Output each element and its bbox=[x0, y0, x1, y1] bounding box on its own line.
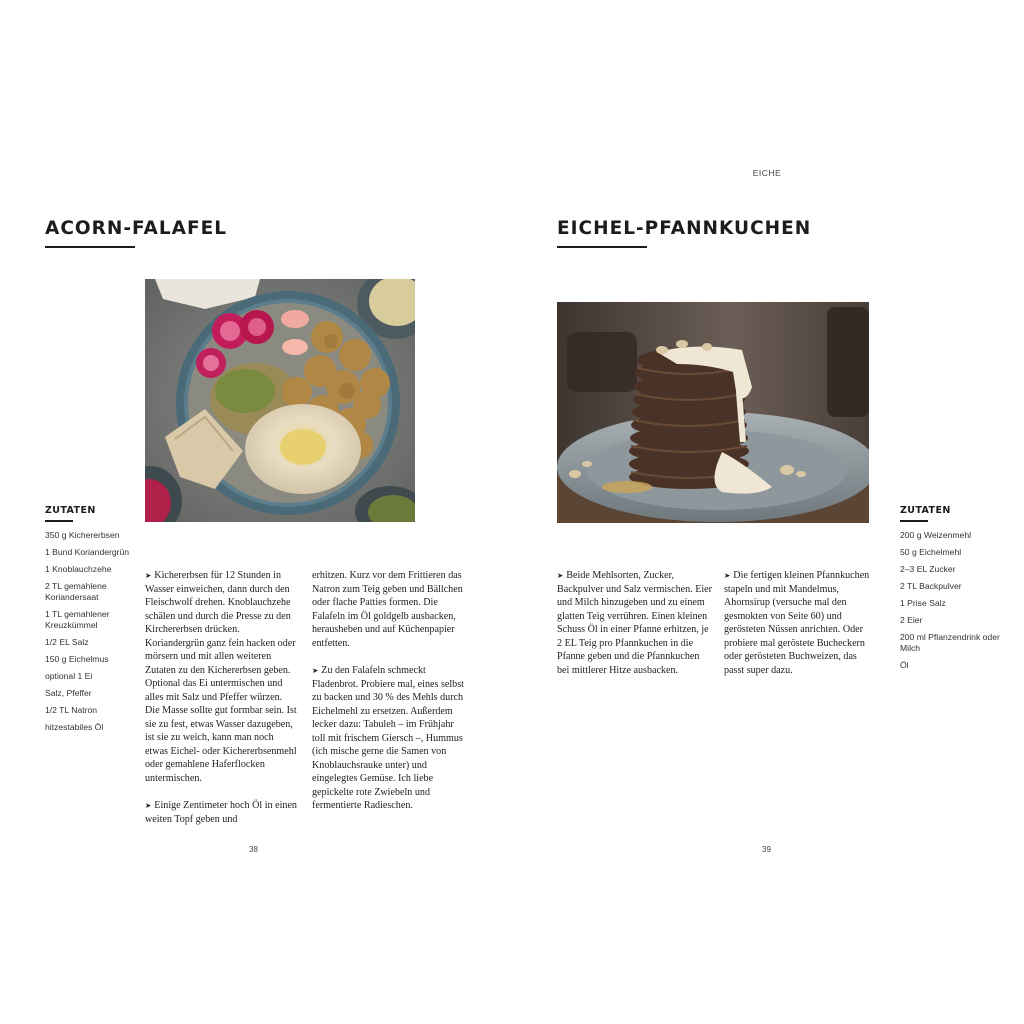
ingredient-item: 150 g Eichelmus bbox=[45, 654, 109, 664]
right-method-column-1 bbox=[557, 569, 712, 677]
ingredient-item: 1/2 TL Natron bbox=[45, 705, 98, 715]
ingredient-item: optional 1 Ei bbox=[45, 671, 93, 681]
ingredient-item: 2 Eier bbox=[900, 615, 923, 625]
ingredient-item: 50 g Eichelmehl bbox=[900, 547, 962, 557]
right-ingredients-heading: ZUTATEN bbox=[900, 505, 951, 516]
left-method-column-1 bbox=[145, 569, 297, 826]
ingredient-item: hitzestabiles Öl bbox=[45, 722, 104, 732]
ingredient-item: 200 g Weizenmehl bbox=[900, 530, 972, 540]
ingredient-item: 1 Prise Salz bbox=[900, 598, 946, 608]
ingredient-item: 200 ml Pflanzendrink oder Milch bbox=[900, 632, 1000, 653]
right-ingredient-list bbox=[900, 530, 1000, 677]
method-paragraph: erhitzen. Kurz vor dem Frittieren das Natron zum Teig geben und Bällchen oder flache Patties formen. Die Falafeln im Öl goldgelb ausbacken, herausheben und auf Küchenpapier entfetten. bbox=[312, 570, 463, 649]
page-number-right: 39 bbox=[762, 845, 771, 854]
falafel-bowl-photo bbox=[145, 279, 415, 522]
ingredient-item: 2–3 EL Zucker bbox=[900, 564, 956, 574]
left-ingredients-heading: ZUTATEN bbox=[45, 505, 96, 516]
ingredient-item: 2 TL Backpulver bbox=[900, 581, 962, 591]
left-title-rule bbox=[45, 246, 135, 248]
arrow-icon: ➤ bbox=[312, 666, 319, 675]
left-method-column-2 bbox=[312, 569, 464, 813]
arrow-icon: ➤ bbox=[557, 571, 564, 580]
left-ingredient-list bbox=[45, 530, 140, 739]
left-recipe-title: ACORN-FALAFEL bbox=[45, 218, 228, 239]
arrow-icon: ➤ bbox=[724, 571, 731, 580]
right-ingredients-rule bbox=[900, 520, 928, 522]
arrow-icon: ➤ bbox=[145, 801, 152, 810]
ingredient-item: 1/2 EL Salz bbox=[45, 637, 89, 647]
ingredient-item: 1 TL gemahlener Kreuzkümmel bbox=[45, 609, 110, 630]
right-recipe-title: EICHEL-PFANNKUCHEN bbox=[557, 218, 812, 239]
method-paragraph: ➤ Die fertigen kleinen Pfannkuchen stapeln und mit Mandelmus, Ahornsirup (versuche mal den gesmokten von Seite 60) und gerösteten Nüssen anrichten. Oder probiere mal geröstete Bucheckern oder gerösteten Buchweizen, das passt super dazu. bbox=[724, 570, 870, 676]
ingredient-item: Öl bbox=[900, 660, 909, 670]
ingredient-item: 1 Knoblauchzehe bbox=[45, 564, 112, 574]
ingredient-item: 350 g Kichererbsen bbox=[45, 530, 120, 540]
left-ingredients-rule bbox=[45, 520, 73, 522]
running-head: EICHE bbox=[752, 168, 782, 178]
right-method-column-2 bbox=[724, 569, 876, 677]
ingredient-item: 1 Bund Koriandergrün bbox=[45, 547, 130, 557]
ingredient-item: Salz, Pfeffer bbox=[45, 688, 92, 698]
ingredient-item: 2 TL gemahlene Koriandersaat bbox=[45, 581, 107, 602]
method-paragraph: ➤ Kichererbsen für 12 Stunden in Wasser einweichen, dann durch den Fleischwolf drehen. Knoblauchzehe schälen und durch die Presse zu den Kirchererbsen drücken. Koriandergrün ganz fein hacken oder mörsern und mit allen weiteren Zutaten zu den Kichererbsen geben. Optional das Ei untermischen und alles mit Salz und Pfeffer würzen. Die Masse sollte gut formbar sein. Ist sie zu fest, etwas Wasser dazugeben, ist sie zu weich, kann man noch etwas Eichel- oder Kichererbsenmehl oder gemahlene Haferflocken untermischen. bbox=[145, 570, 297, 784]
method-paragraph: ➤ Einige Zentimeter hoch Öl in einen weiten Topf geben und bbox=[145, 800, 297, 825]
page-number-left: 38 bbox=[249, 845, 258, 854]
acorn-pancake-stack-photo bbox=[557, 302, 869, 523]
arrow-icon: ➤ bbox=[145, 571, 152, 580]
method-paragraph: ➤ Zu den Falafeln schmeckt Fladenbrot. Probiere mal, eines selbst zu backen und 30 % des Mehls durch Eichelmehl zu ersetzen. Außerdem lecker dazu: Tabuleh – im Frühjahr toll mit frischem Giersch –, Hummus (ich mische gerne die Samen von Knoblauchsrauke unter) und eingelegtes Gemüse. Ich liebe gepickelte rote Zwiebeln und fermentierte Radieschen. bbox=[312, 665, 464, 811]
right-title-rule bbox=[557, 246, 647, 248]
method-paragraph: ➤ Beide Mehlsorten, Zucker, Backpulver und Salz vermischen. Eier und Milch hinzugeben und zu einem glatten Teig verrühren. Einen kleinen Schuss Öl in einer Pfanne erhitzen, je 2 EL Teig pro Pfannkuchen in die Pfanne geben und die Pfannkuchen bei mittlerer Hitze ausbacken. bbox=[557, 570, 712, 676]
